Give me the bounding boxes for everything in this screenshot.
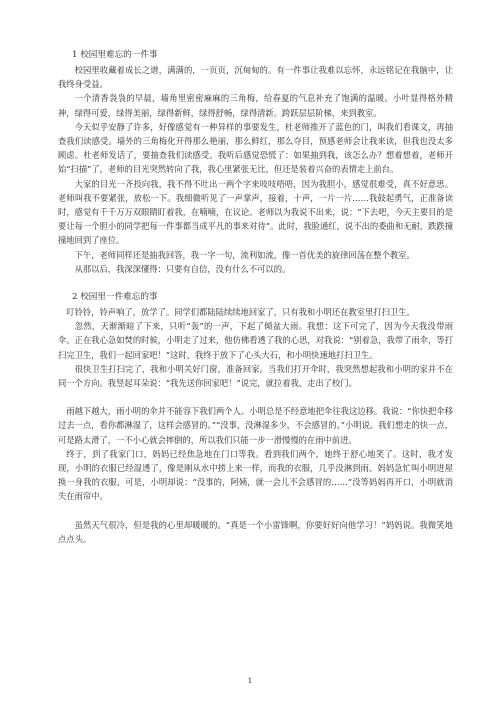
section-2-paragraph-1: 叮铃铃，铃声响了，放学了。同学们都陆陆续续地回家了，只有我和小明还在教室里打扫卫生。 (66, 307, 415, 318)
section-1-paragraph-6: 从那以后，我深深懂得：只要有自信，没有什么不可以的。 (74, 263, 291, 274)
section-2-title: 2 校园里一件难忘的事 (72, 292, 158, 303)
page-number: 1 (247, 676, 253, 685)
section-1-paragraph-1: 校园里收藏着成长之谱，满满的，一页页，沉甸甸的。有一件事让我难以忘怀，永远铭记在我脑中，让我终身受益。 (58, 65, 453, 90)
section-1-title: 1 校园里难忘的一件事 (72, 50, 158, 60)
section-spacer (58, 276, 453, 290)
document-body (58, 48, 453, 546)
closing-spacer (58, 504, 453, 518)
section-2-paragraph-3: 很快卫生打扫完了，我和小明关好门窗，准备回家。当我们打开伞时，我突然想起我和小明的家并不在同一个方向。我竖起耳朵说：“我先送你回家吧！”说完，就拉着我，走出了校门。 (58, 363, 453, 389)
continuation-paragraph-2: 终于，到了我家门口，妈妈已经焦急地在门口等我。看到我们两个，她终于舒心地笑了。这时，我才发现，小明的衣服已经湿透了，像是刚从水中捞上来一样，而我的衣服，几乎没淋到雨。妈妈急忙叫小明进屋换一身我的衣服，可是，小明却说：“没事的，阿姨，就一会儿不会感冒的……”没等妈妈再开口，小明就消失在雨帘中。 (58, 448, 453, 502)
paragraph-spacer (58, 390, 453, 404)
section-1-paragraph-3: 今天似乎安静了许多，好像感觉有一种异样的事要发生，杜老师推开了蓝色的门，叫我们看课文，再抽查我们读感受。墙外的三角梅化开得那么艳丽，那么鲜红，那么夺目，预感老师会让我来读，但我也没太多顾虑。杜老师发话了，要抽查我们读感受。我听后感觉恐慌了：如果抽到我，该怎么办？想着想着，老师开始“扫描”了，老师的目光突然转向了我，我心里紧张无比，但还是装着兴奋的表情走上前台。 (58, 121, 453, 175)
section-1-paragraph-5: 下午，老师同样还是抽我回答，我一字一句，流利如流，像一首优美的旋律回荡在整个教室。 (74, 249, 415, 260)
continuation-paragraph-1: 雨越下越大，雨小明的伞并不能容下我们两个人。小明总是不经意地把伞往我这边移。我说：“你快把伞移过去一点，看你都淋湿了，这样会感冒的。”“没事，没淋湿多少，不会感冒的。”小明说。我们想走的快一点，可是路太滑了，一不小心就会摔倒的，所以我们只能一步一滑慢慢的在雨中前进。 (58, 406, 453, 445)
section-1-paragraph-4: 大家的目光一齐投向我，我不得不吐出一两个字来吱吱唔唔，因为我胆小，感觉很难受，真不好意思。老师叫我不要紧张，放松一下。我细微听见了一声掌声，接着，十声，一片一片……我鼓起勇气，正准备读时，感觉有千千万万双眼睛盯着我，在喃喃，在议论。老师以为我说不出来，说：“下去吧，今天主要目的是要让每一个胆小的同学把每一件事都当成平凡的事来对待”。此时，我脸通红，说不出的委曲和无耐，跌跌撞撞地回到了座位。 (58, 178, 453, 246)
closing-paragraph: 虽然天气很冷，但是我的心里却暖暖的。“真是一个小雷锋啊，你要好好向他学习！”妈妈说。我微笑地点点头。 (58, 519, 453, 544)
section-1-paragraph-2: 一个清香袅袅的早晨，墙角里密密麻麻的三角梅，给春夏的气息补充了饱满的温暖。小叶显得格外精神，绿得可爱，绿得美丽，绿得新鲜，绿得舒畅，绿得清新。跨跃层层阶梯，来到教室。 (58, 93, 453, 118)
section-2-paragraph-2: 忽然，天渐渐暗了下来，只听“轰”的一声，下起了倾盆大雨。我想：这下可完了，因为今天我没带雨伞。正在我心急如焚的时候，小明走了过来，他仿佛看透了我的心思，对我说：“别着急，我带了雨伞，等打扫完卫生，我们一起回家吧！”这时，我终于放下了心头大石，和小明快速地打扫卫生。 (58, 321, 453, 360)
